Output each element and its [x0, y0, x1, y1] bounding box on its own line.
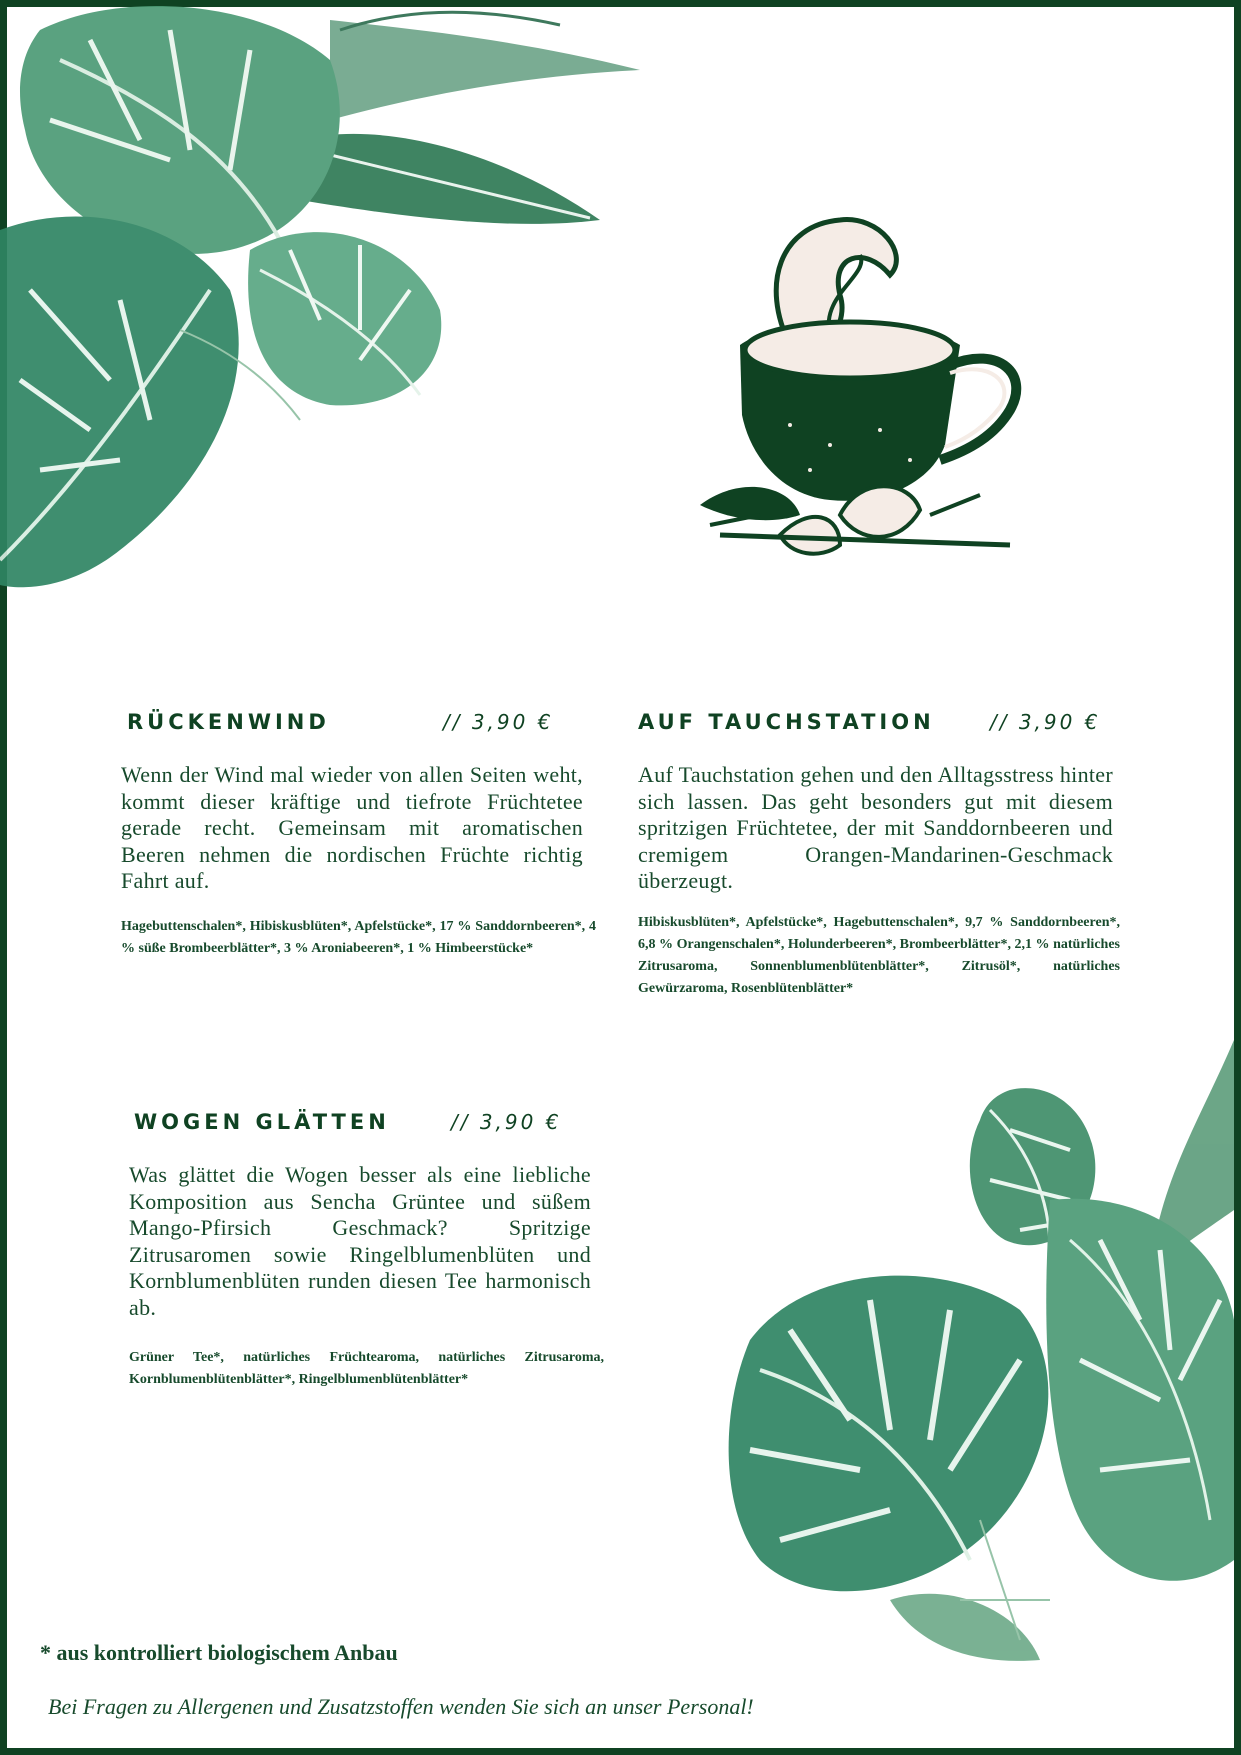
tea-cup-icon	[680, 215, 1060, 595]
item-description-auf-tauchstation: Auf Tauchstation gehen und den Alltagsstress hinter sich lassen. Das geht besonders gut mit diesem spritzigen Früchtetee, der mit Sanddornbeeren und cremigem Orangen-Mandarinen-Geschmack überzeugt.	[638, 762, 1113, 893]
monstera-leaves-bottom-right	[720, 1040, 1234, 1680]
item-title-wogen-glaetten: WOGEN GLÄTTEN	[134, 1110, 390, 1134]
monstera-leaves-top-left	[0, 0, 660, 600]
item-price-wogen-glaetten: // 3,90 €	[451, 1110, 562, 1134]
item-ingredients-wogen-glaetten: Grüner Tee*, natürliches Früchtearoma, natürliches Zitrusaroma, Kornblumenblütenblätter*, Ringelblumenblütenblätter*	[129, 1350, 604, 1387]
allergen-notice: Bei Fragen zu Allergenen und Zusatzstoffen wenden Sie sich an unser Personal!	[48, 1694, 754, 1719]
item-ingredients-auf-tauchstation: Hibiskusblüten*, Apfelstücke*, Hagebuttenschalen*, 9,7 % Sanddornbeeren*, 6,8 % Orangenschalen*, Holunderbeeren*, Brombeerblätter*, 2,1 % natürliches Zitrusaroma, Sonnenblumenblütenblätter*, Zitrusöl*, natürliches Gewürzaroma, Rosenblütenblätter*	[638, 915, 1120, 996]
item-price-rueckenwind: // 3,90 €	[443, 710, 554, 734]
item-description-wogen-glaetten: Was glättet die Wogen besser als eine liebliche Komposition aus Sencha Grüntee und süßem Mango-Pfirsich Geschmack? Spritzige Zitrusaromen sowie Ringelblumenblüten und Kornblumenblüten runden diesen Tee harmonisch ab.	[129, 1162, 591, 1320]
item-price-auf-tauchstation: // 3,90 €	[990, 710, 1101, 734]
item-title-auf-tauchstation: AUF TAUCHSTATION	[638, 710, 935, 734]
item-description-rueckenwind: Wenn der Wind mal wieder von allen Seiten weht, kommt dieser kräftige und tiefrote Früchtetee gerade recht. Gemeinsam mit aromatischen Beeren nehmen die nordischen Früchte richtig Fahrt auf.	[121, 762, 583, 893]
item-ingredients-rueckenwind: Hagebuttenschalen*, Hibiskusblüten*, Apfelstücke*, 17 % Sanddornbeeren*, 4 % süße Brombeerblätter*, 3 % Aroniabeeren*, 1 % Himbeerstücke*	[121, 919, 596, 956]
item-title-rueckenwind: RÜCKENWIND	[127, 710, 330, 734]
organic-footnote: * aus kontrolliert biologischem Anbau	[40, 1640, 398, 1665]
